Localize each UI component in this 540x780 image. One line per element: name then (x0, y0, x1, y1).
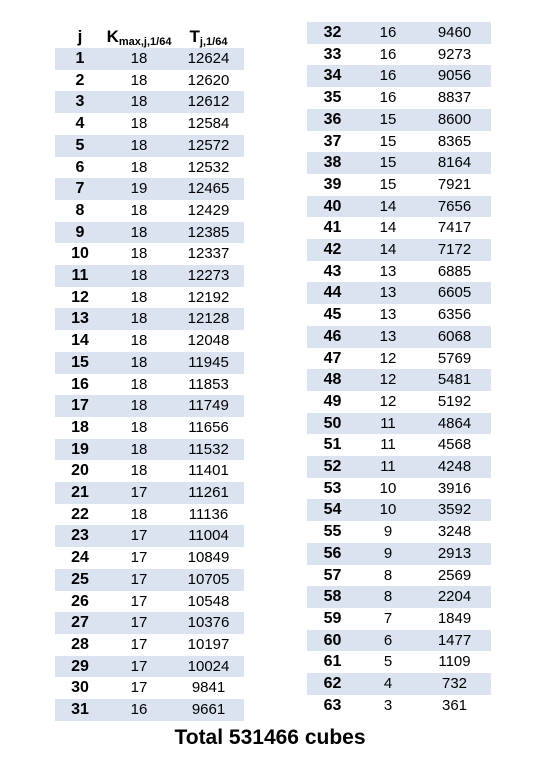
cell-kmax: 9 (358, 521, 418, 543)
table-row (307, 217, 491, 239)
table-row (55, 374, 244, 396)
cell-t: 6356 (418, 304, 491, 326)
cell-kmax: 17 (105, 677, 173, 699)
cell-j: 59 (307, 608, 358, 630)
cell-kmax: 15 (358, 131, 418, 153)
cell-kmax: 14 (358, 217, 418, 239)
cell-t: 12532 (173, 157, 244, 179)
cell-t: 8600 (418, 109, 491, 131)
cell-kmax: 6 (358, 630, 418, 652)
cell-t: 4248 (418, 456, 491, 478)
cell-t: 7656 (418, 196, 491, 218)
cell-t: 9273 (418, 44, 491, 66)
cell-j: 25 (55, 569, 105, 591)
cell-kmax: 13 (358, 282, 418, 304)
cell-j: 17 (55, 395, 105, 417)
table-row (307, 456, 491, 478)
table-row (307, 695, 491, 717)
table-row (307, 630, 491, 652)
cell-t: 11945 (173, 352, 244, 374)
cell-kmax: 16 (105, 699, 173, 721)
cell-kmax: 18 (105, 113, 173, 135)
left-data-table (55, 25, 244, 721)
table-row (55, 569, 244, 591)
table-row (307, 478, 491, 500)
cell-j: 14 (55, 330, 105, 352)
cell-j: 42 (307, 239, 358, 261)
cell-kmax: 11 (358, 456, 418, 478)
cell-kmax: 15 (358, 174, 418, 196)
cell-t: 11401 (173, 460, 244, 482)
table-row (55, 48, 244, 70)
cell-j: 18 (55, 417, 105, 439)
table-row (55, 591, 244, 613)
cell-kmax: 8 (358, 565, 418, 587)
cell-kmax: 17 (105, 569, 173, 591)
cell-kmax: 4 (358, 673, 418, 695)
cell-t: 5192 (418, 391, 491, 413)
cell-j: 35 (307, 87, 358, 109)
total-cubes-label: Total 531466 cubes (174, 726, 366, 749)
table-row (307, 326, 491, 348)
cell-t: 5769 (418, 348, 491, 370)
cell-t: 12429 (173, 200, 244, 222)
cell-t: 6605 (418, 282, 491, 304)
cell-kmax: 15 (358, 152, 418, 174)
cell-j: 4 (55, 113, 105, 135)
table-row (55, 547, 244, 569)
cell-kmax: 18 (105, 374, 173, 396)
cell-j: 41 (307, 217, 358, 239)
table-row (307, 391, 491, 413)
table-row (307, 651, 491, 673)
cell-kmax: 16 (358, 22, 418, 44)
cell-kmax: 18 (105, 265, 173, 287)
table-row (307, 22, 491, 44)
cell-t: 8365 (418, 131, 491, 153)
cell-j: 12 (55, 287, 105, 309)
table-row (55, 265, 244, 287)
cell-kmax: 18 (105, 222, 173, 244)
cell-t: 11656 (173, 417, 244, 439)
cell-j: 19 (55, 439, 105, 461)
cell-j: 28 (55, 634, 105, 656)
cell-j: 27 (55, 612, 105, 634)
table-row (55, 395, 244, 417)
cell-j: 6 (55, 157, 105, 179)
cell-kmax: 18 (105, 308, 173, 330)
cell-kmax: 17 (105, 656, 173, 678)
table-row (307, 261, 491, 283)
cell-j: 10 (55, 243, 105, 265)
cell-kmax: 18 (105, 417, 173, 439)
cell-j: 26 (55, 591, 105, 613)
cell-kmax: 16 (358, 44, 418, 66)
cell-t: 8164 (418, 152, 491, 174)
table-row (55, 200, 244, 222)
table-row (55, 178, 244, 200)
cell-j: 53 (307, 478, 358, 500)
cell-kmax: 18 (105, 395, 173, 417)
table-row (307, 282, 491, 304)
cell-t: 10849 (173, 547, 244, 569)
cell-kmax: 3 (358, 695, 418, 717)
cell-kmax: 17 (105, 525, 173, 547)
table-row (55, 243, 244, 265)
cell-t: 12620 (173, 70, 244, 92)
cell-j: 13 (55, 308, 105, 330)
cell-t: 8837 (418, 87, 491, 109)
table-row (307, 413, 491, 435)
cell-j: 3 (55, 91, 105, 113)
table-row (55, 157, 244, 179)
cell-t: 9661 (173, 699, 244, 721)
cell-t: 2913 (418, 543, 491, 565)
cell-t: 12572 (173, 135, 244, 157)
cell-t: 11853 (173, 374, 244, 396)
cell-t: 11532 (173, 439, 244, 461)
table-row (55, 135, 244, 157)
cell-j: 23 (55, 525, 105, 547)
table-row (307, 586, 491, 608)
table-row (55, 91, 244, 113)
cell-kmax: 5 (358, 651, 418, 673)
cell-t: 9056 (418, 65, 491, 87)
right-data-table (307, 22, 491, 717)
table-row (55, 634, 244, 656)
cell-kmax: 12 (358, 369, 418, 391)
cell-kmax: 10 (358, 499, 418, 521)
cell-t: 1477 (418, 630, 491, 652)
cell-kmax: 17 (105, 612, 173, 634)
cell-j: 30 (55, 677, 105, 699)
cell-kmax: 18 (105, 330, 173, 352)
cell-j: 32 (307, 22, 358, 44)
cell-j: 56 (307, 543, 358, 565)
cell-kmax: 18 (105, 157, 173, 179)
cell-kmax: 16 (358, 65, 418, 87)
cell-kmax: 10 (358, 478, 418, 500)
cell-j: 52 (307, 456, 358, 478)
cell-j: 40 (307, 196, 358, 218)
cell-kmax: 16 (358, 87, 418, 109)
cell-kmax: 18 (105, 135, 173, 157)
cell-kmax: 18 (105, 70, 173, 92)
table-row (307, 521, 491, 543)
cell-t: 12465 (173, 178, 244, 200)
cell-t: 3248 (418, 521, 491, 543)
cell-j: 8 (55, 200, 105, 222)
cell-t: 361 (418, 695, 491, 717)
cell-j: 34 (307, 65, 358, 87)
cell-t: 10197 (173, 634, 244, 656)
cell-t: 2569 (418, 565, 491, 587)
cell-j: 61 (307, 651, 358, 673)
cell-t: 12612 (173, 91, 244, 113)
cell-t: 12192 (173, 287, 244, 309)
cell-j: 39 (307, 174, 358, 196)
cell-t: 7417 (418, 217, 491, 239)
cell-t: 732 (418, 673, 491, 695)
cell-kmax: 8 (358, 586, 418, 608)
header-j: j (55, 25, 105, 48)
cell-t: 2204 (418, 586, 491, 608)
cell-t: 7172 (418, 239, 491, 261)
cell-kmax: 17 (105, 591, 173, 613)
table-row (307, 87, 491, 109)
cell-j: 55 (307, 521, 358, 543)
table-row (55, 417, 244, 439)
cell-kmax: 7 (358, 608, 418, 630)
cell-kmax: 17 (105, 547, 173, 569)
cell-t: 11261 (173, 482, 244, 504)
cell-kmax: 18 (105, 504, 173, 526)
table-row (55, 222, 244, 244)
cell-t: 3916 (418, 478, 491, 500)
cell-j: 44 (307, 282, 358, 304)
cell-t: 10024 (173, 656, 244, 678)
cell-j: 58 (307, 586, 358, 608)
cell-j: 20 (55, 460, 105, 482)
cell-t: 12128 (173, 308, 244, 330)
cell-j: 31 (55, 699, 105, 721)
cell-t: 11004 (173, 525, 244, 547)
cell-t: 9841 (173, 677, 244, 699)
cell-t: 9460 (418, 22, 491, 44)
table-row (307, 174, 491, 196)
cell-kmax: 12 (358, 348, 418, 370)
table-row (307, 109, 491, 131)
cell-kmax: 14 (358, 196, 418, 218)
table-row (307, 196, 491, 218)
cell-t: 4864 (418, 413, 491, 435)
table-row (307, 304, 491, 326)
table-row (55, 460, 244, 482)
table-row (55, 308, 244, 330)
table-row (55, 330, 244, 352)
cell-j: 37 (307, 131, 358, 153)
table-row (307, 543, 491, 565)
cell-t: 1849 (418, 608, 491, 630)
cell-t: 10705 (173, 569, 244, 591)
table-row (307, 369, 491, 391)
header-kmax: $K_{max,j,1/64}$ (106, 27, 172, 48)
cell-kmax: 11 (358, 434, 418, 456)
cell-kmax: 18 (105, 48, 173, 70)
table-row (307, 673, 491, 695)
table-row (307, 239, 491, 261)
cell-t: 11749 (173, 395, 244, 417)
cell-kmax: 18 (105, 287, 173, 309)
cell-j: 36 (307, 109, 358, 131)
cell-j: 29 (55, 656, 105, 678)
cell-t: 3592 (418, 499, 491, 521)
cell-kmax: 18 (105, 91, 173, 113)
cell-kmax: 18 (105, 439, 173, 461)
cell-t: 10548 (173, 591, 244, 613)
cell-j: 60 (307, 630, 358, 652)
cell-j: 16 (55, 374, 105, 396)
cell-j: 21 (55, 482, 105, 504)
cell-t: 6885 (418, 261, 491, 283)
cell-j: 50 (307, 413, 358, 435)
cell-j: 46 (307, 326, 358, 348)
table-row (55, 656, 244, 678)
cell-j: 63 (307, 695, 358, 717)
cell-kmax: 13 (358, 261, 418, 283)
table-row (307, 348, 491, 370)
cell-kmax: 12 (358, 391, 418, 413)
cell-j: 11 (55, 265, 105, 287)
table-row (55, 70, 244, 92)
cell-j: 62 (307, 673, 358, 695)
cell-j: 48 (307, 369, 358, 391)
cell-t: 5481 (418, 369, 491, 391)
cell-kmax: 18 (105, 352, 173, 374)
header-t: $T_{j,1/64}$ (173, 25, 244, 48)
table-row (55, 677, 244, 699)
cell-kmax: 14 (358, 239, 418, 261)
cell-t: 10376 (173, 612, 244, 634)
cell-j: 51 (307, 434, 358, 456)
cell-kmax: 13 (358, 304, 418, 326)
cell-j: 54 (307, 499, 358, 521)
table-row (307, 608, 491, 630)
cell-t: 1109 (418, 651, 491, 673)
cell-t: 6068 (418, 326, 491, 348)
cell-kmax: 18 (105, 243, 173, 265)
cell-kmax: 18 (105, 460, 173, 482)
cell-kmax: 11 (358, 413, 418, 435)
cell-t: 12584 (173, 113, 244, 135)
cell-j: 2 (55, 70, 105, 92)
table-row (307, 565, 491, 587)
cell-kmax: 19 (105, 178, 173, 200)
cell-kmax: 9 (358, 543, 418, 565)
cell-j: 45 (307, 304, 358, 326)
table-row (307, 152, 491, 174)
cell-t: 12337 (173, 243, 244, 265)
table-row (55, 439, 244, 461)
table-row (55, 525, 244, 547)
cell-j: 57 (307, 565, 358, 587)
cell-kmax: 18 (105, 200, 173, 222)
cell-j: 43 (307, 261, 358, 283)
table-row (307, 434, 491, 456)
cell-j: 38 (307, 152, 358, 174)
cell-t: 12048 (173, 330, 244, 352)
cell-j: 1 (55, 48, 105, 70)
cell-j: 33 (307, 44, 358, 66)
cell-kmax: 17 (105, 482, 173, 504)
cell-t: 4568 (418, 434, 491, 456)
cell-j: 9 (55, 222, 105, 244)
cell-t: 12385 (173, 222, 244, 244)
table-row (55, 352, 244, 374)
cell-j: 47 (307, 348, 358, 370)
table-row (55, 699, 244, 721)
header-row (55, 25, 244, 48)
cell-kmax: 13 (358, 326, 418, 348)
table-row (55, 482, 244, 504)
table-row (307, 65, 491, 87)
cell-t: 12273 (173, 265, 244, 287)
table-row (55, 287, 244, 309)
table-row (307, 499, 491, 521)
cell-kmax: 15 (358, 109, 418, 131)
cell-t: 7921 (418, 174, 491, 196)
cell-t: 12624 (173, 48, 244, 70)
table-row (307, 44, 491, 66)
cell-j: 49 (307, 391, 358, 413)
cell-j: 15 (55, 352, 105, 374)
table-row (55, 113, 244, 135)
table-row (55, 612, 244, 634)
cell-kmax: 17 (105, 634, 173, 656)
cell-j: 24 (55, 547, 105, 569)
cell-t: 11136 (173, 504, 244, 526)
cell-j: 22 (55, 504, 105, 526)
cell-j: 7 (55, 178, 105, 200)
table-row (307, 131, 491, 153)
table-row (55, 504, 244, 526)
cell-j: 5 (55, 135, 105, 157)
